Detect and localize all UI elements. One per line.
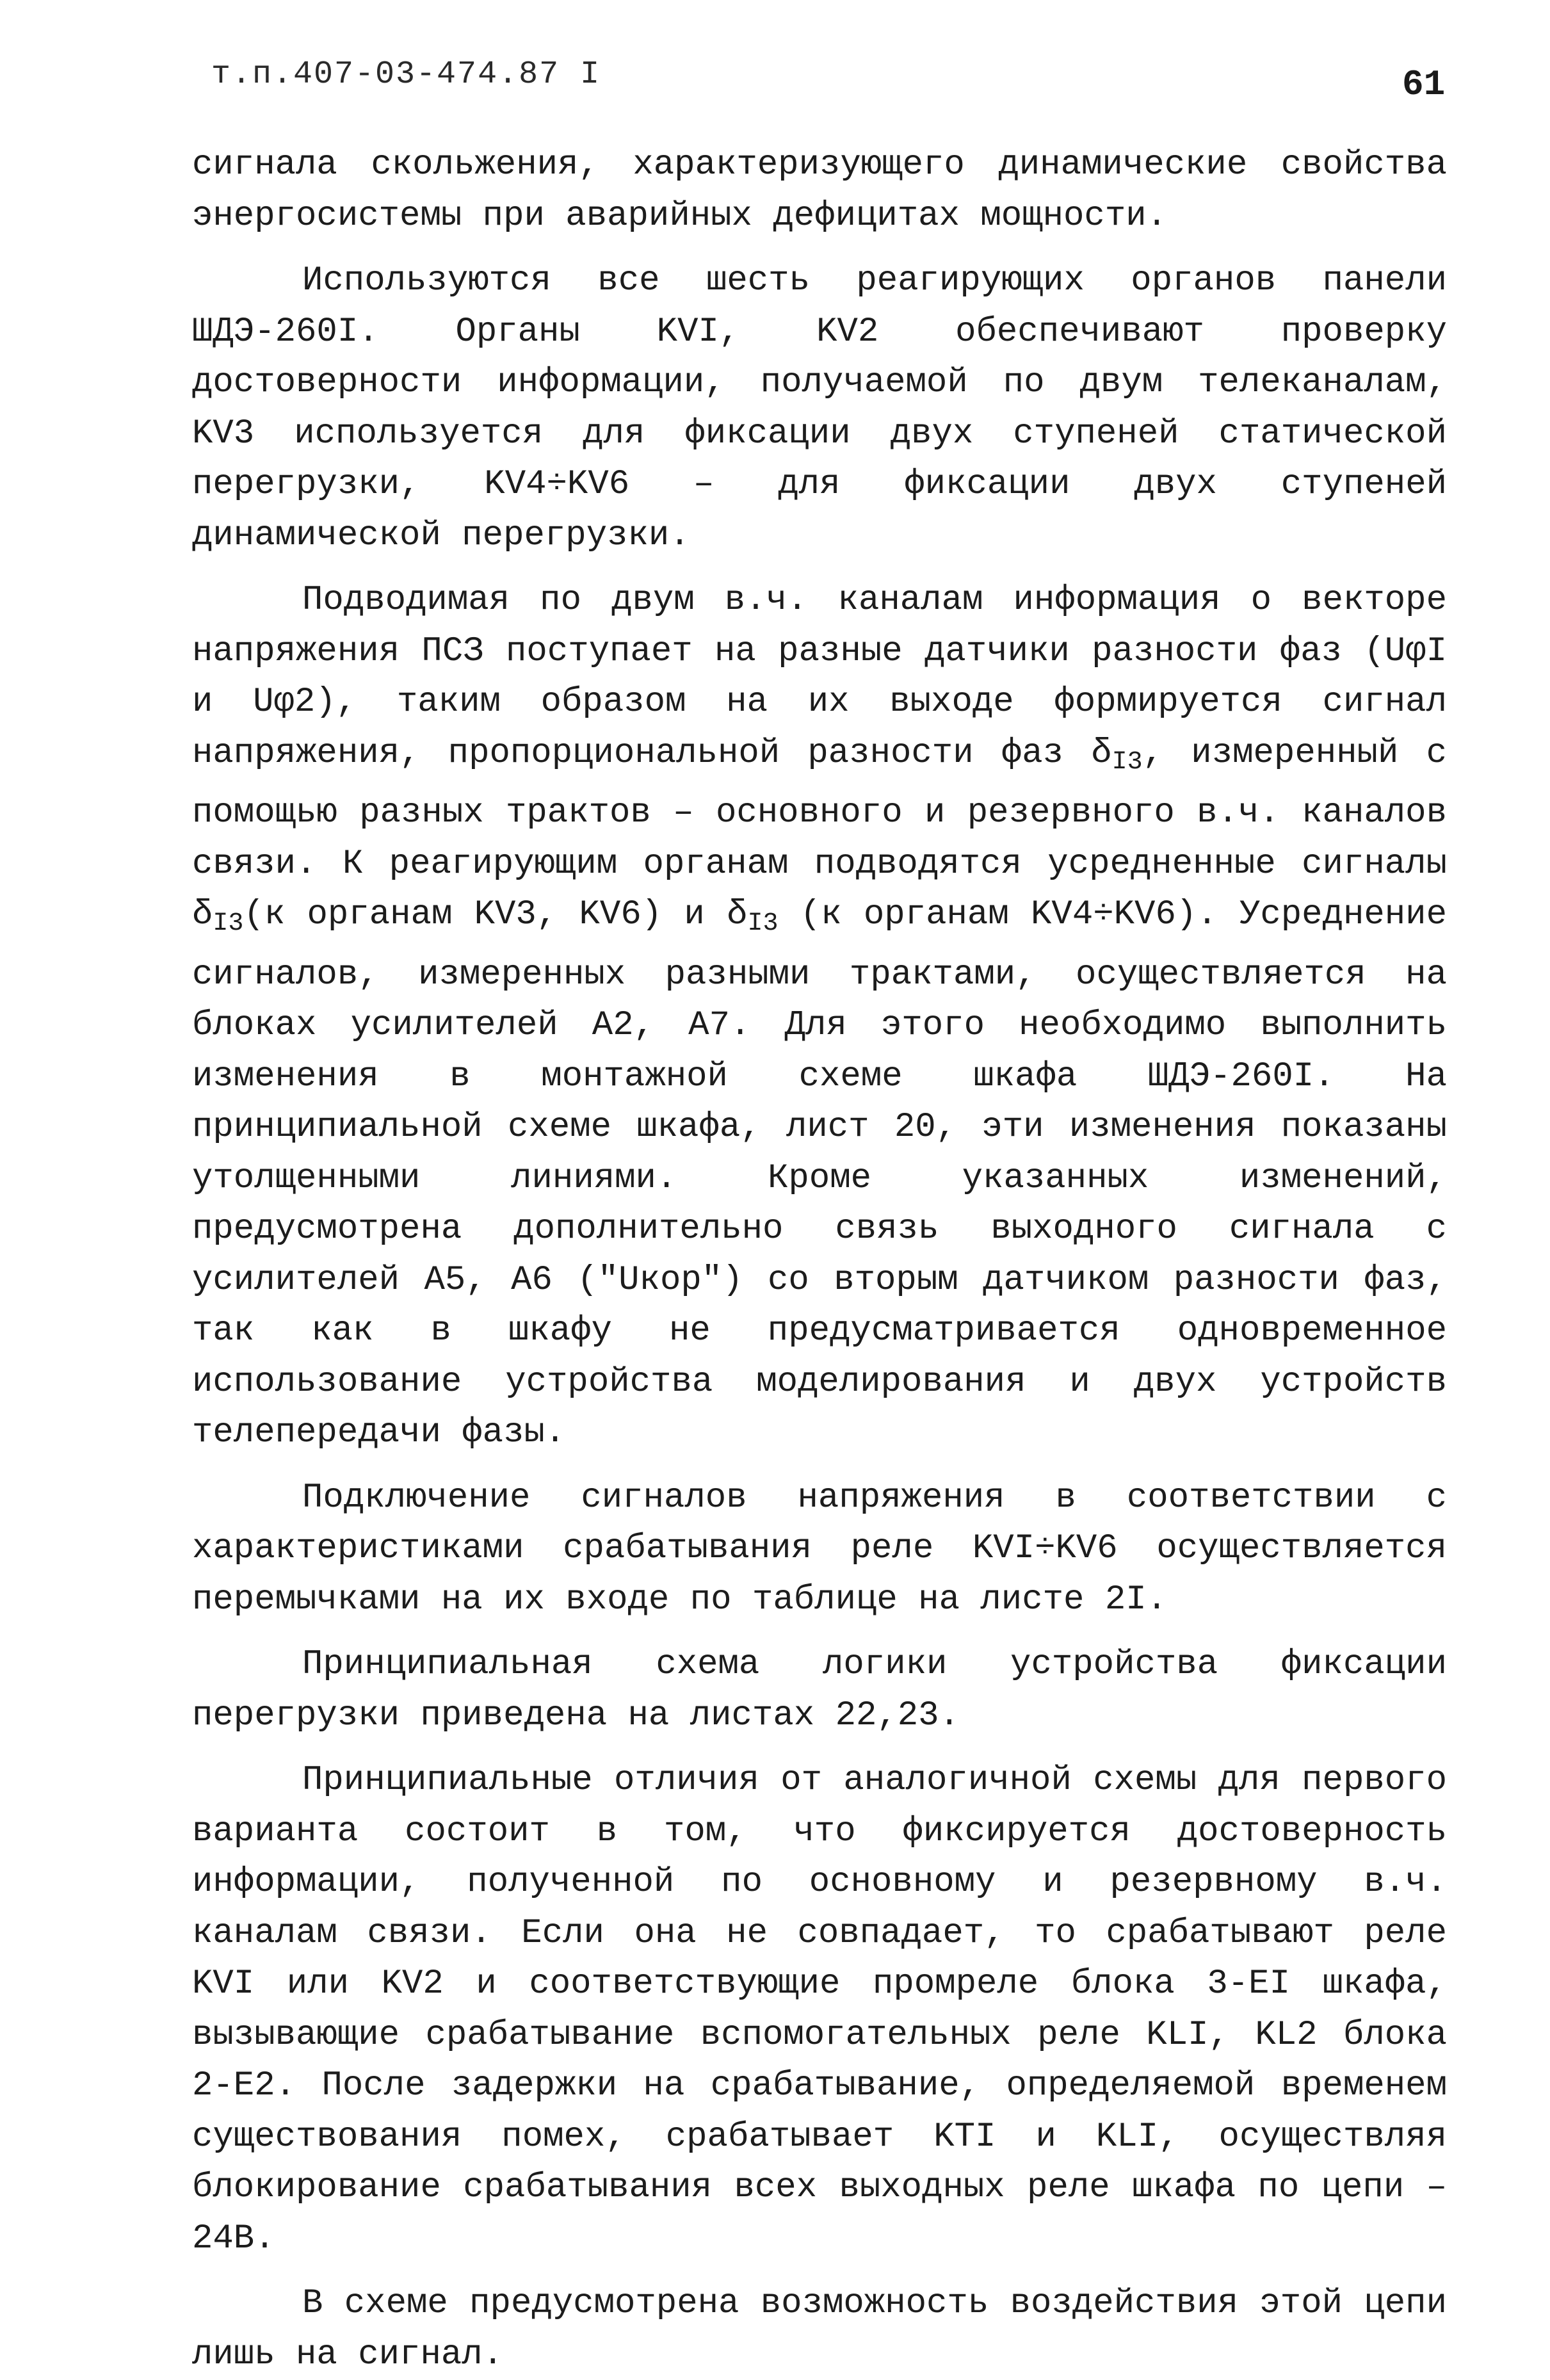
paragraph-3-text: Подводимая по двум в.ч. каналам информация о векторе напряжения ПСЗ поступает на разные датчики разности фаз (UφI и Uφ2), таким образом на их выходе формируется сигнал напряжения, пропорциональной разности фаз δ xyxy=(192,581,1447,773)
body-text xyxy=(192,140,1447,2380)
paragraph-1 xyxy=(192,140,1447,241)
paragraph-3-text-after: , измеренный с помощью разных трактов – основного и резервного в.ч. каналов связи. К реагирующим органам подводятся усредненные сигналы δ xyxy=(192,733,1447,934)
paragraph-4 xyxy=(192,1473,1447,1626)
document-id: т.п.407-03-474.87 I xyxy=(211,56,601,93)
paragraph-7-text: В схеме предусмотрена возможность воздействия этой цепи лишь на сигнал. xyxy=(192,2284,1447,2374)
paragraph-3 xyxy=(192,575,1447,1459)
paragraph-5-text: Принципиальная схема логики устройства фиксации перегрузки приведена на листах 22,23. xyxy=(192,1645,1447,1735)
paragraph-3-text-after-2: (к органам KV3, KV6) и δ xyxy=(243,895,748,934)
paragraph-4-text: Подключение сигналов напряжения в соответствии с характеристиками срабатывания реле KVI÷KV6 осуществляется перемычками на их входе по таблице на листе 2I. xyxy=(192,1478,1447,1619)
paragraph-6-text: Принципиальные отличия от аналогичной схемы для первого варианта состоит в том, что фиксируется достоверность информации, полученной по основному и резервному в.ч. каналам связи. Если она не совпадает, то срабатывают реле KVI или KV2 и соответствующие промреле блока 3-EI шкафа, вызывающие срабатывание вспомогательных реле KLI, KL2 блока 2-E2. После задержки на срабатывание, определяемой временем существования помех, срабатывает KTI и KLI, осуществляя блокирование срабатывания всех выходных реле шкафа по цепи – 24В. xyxy=(192,1761,1447,2258)
paragraph-1-text: сигнала скольжения, характеризующего динамические свойства энергосистемы при аварийных дефицитах мощности. xyxy=(192,145,1447,236)
paragraph-5 xyxy=(192,1639,1447,1741)
paragraph-2 xyxy=(192,255,1447,561)
paragraph-6 xyxy=(192,1755,1447,2264)
paragraph-2-text: Используются все шесть реагирующих органов панели ШДЭ-260I. Органы KVI, KV2 обеспечивают проверку достоверности информации, получаемой по двум телеканалам, KV3 используется для фиксации двух ступеней статической перегрузки, KV4÷KV6 – для фиксации двух ступеней динамической перегрузки. xyxy=(192,261,1447,555)
paragraph-3-subscript-3: I3 xyxy=(747,909,779,938)
paragraph-7 xyxy=(192,2278,1447,2380)
paragraph-3-subscript-1: I3 xyxy=(1111,747,1143,777)
page-number: 61 xyxy=(1402,64,1446,105)
paragraph-3-text-after-3: (к органам KV4÷KV6). Усреднение сигналов, измеренных разными трактами, осуществляется на блоках усилителей А2, А7. Для этого необходимо выполнить изменения в монтажной схеме шкафа ШДЭ-260I. На принципиальной схеме шкафа, лист 20, эти изменения показаны утолщенными линиями. Кроме указанных изменений, предусмотрена дополнительно связь выходного сигнала с усилителей А5, А6 ("Uкор") со вторым датчиком разности фаз, так как в шкафу не предусматривается одновременное использование устройства моделирования и двух устройств телепередачи фазы. xyxy=(192,895,1447,1452)
paragraph-3-subscript-2: I3 xyxy=(213,909,244,938)
